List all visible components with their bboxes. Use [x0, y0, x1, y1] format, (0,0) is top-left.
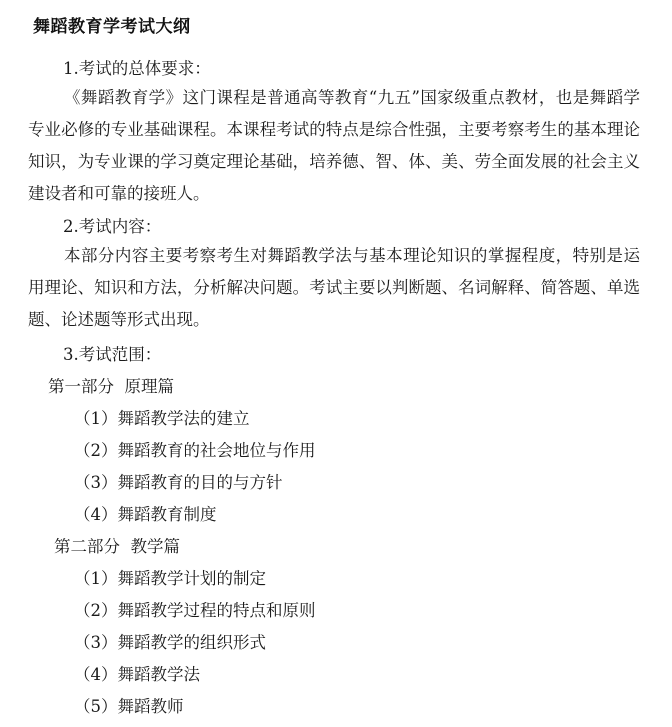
part2-item: （5）舞蹈教师: [74, 697, 184, 716]
part2-item: （4）舞蹈教学法: [74, 665, 200, 684]
part2-item: （3）舞蹈教学的组织形式: [74, 633, 266, 652]
part2-item: （1）舞蹈教学计划的制定: [74, 569, 266, 588]
part2-item: （2）舞蹈教学过程的特点和原则: [74, 601, 316, 620]
part1-item: （4）舞蹈教育制度: [74, 505, 217, 524]
section2-heading: 2.考试内容：: [63, 217, 162, 236]
part1-item: （2）舞蹈教育的社会地位与作用: [74, 441, 316, 460]
part1-item: （3）舞蹈教育的目的与方针: [74, 473, 283, 492]
document-title: 舞蹈教育学考试大纲: [33, 17, 191, 37]
part1-title: 第一部分 原理篇: [48, 377, 174, 396]
section1-paragraph: 《舞蹈教育学》这门课程是普通高等教育“九五”国家级重点教材，也是舞蹈学专业必修的专业基础课程。本课程考试的特点是综合性强，主要考察考生的基本理论知识，为专业课的学习奠定理论基础，培养德、智、体、美、劳全面发展的社会主义建设者和可靠的接班人。: [28, 88, 640, 203]
section3-heading: 3.考试范围：: [63, 345, 162, 364]
section1-heading: 1.考试的总体要求：: [63, 59, 211, 78]
part1-item: （1）舞蹈教学法的建立: [74, 409, 250, 428]
part2-title: 第二部分 教学篇: [54, 537, 180, 556]
section2-paragraph: 本部分内容主要考察考生对舞蹈教学法与基本理论知识的掌握程度，特别是运用理论、知识和方法，分析解决问题。考试主要以判断题、名词解释、简答题、单选题、论述题等形式出现。: [28, 246, 640, 329]
